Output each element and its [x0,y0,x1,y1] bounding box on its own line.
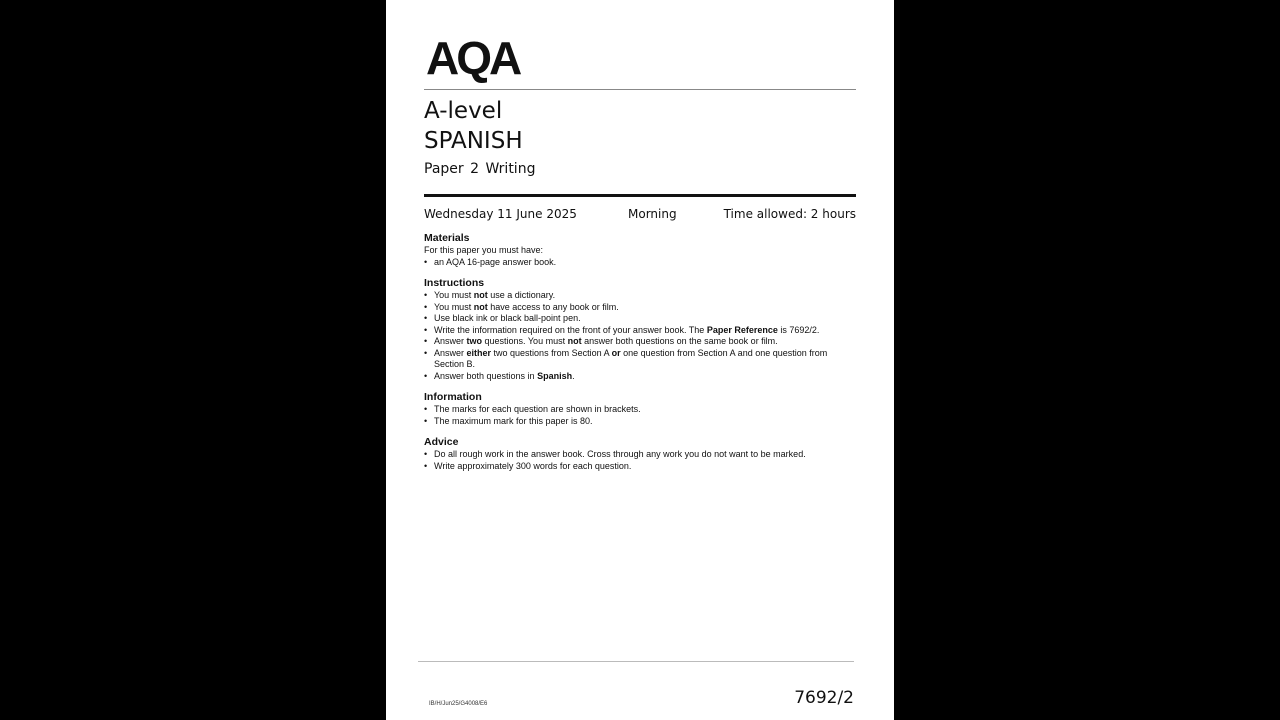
text-run: You must [434,301,474,312]
list-item [424,302,856,314]
bullet-icon: • [424,301,428,312]
text-run: Answer both questions in [434,370,538,381]
materials-heading: Materials [424,232,470,244]
text-run: two questions from Section A [491,347,612,358]
text-run: Do all rough work in the answer book. Cross through any work you do not want to be marked. [434,449,806,459]
materials-section [424,232,856,268]
list-item [424,257,856,269]
text-run: answer both questions on the same book or film. [581,336,778,346]
bullet-icon: • [424,336,428,346]
information-list [424,404,856,427]
paper-reference: 7692/2 [794,688,854,708]
text-run: questions. You must [482,336,568,346]
bullet-icon: • [424,324,428,335]
emphasis-text: not [473,301,488,312]
text-run: use a dictionary. [487,290,556,300]
text-run: The maximum mark for this paper is 80. [434,415,593,426]
instructions-list [424,290,856,382]
footer-code: IB/H/Jun25/G4008/E6 [429,701,488,707]
advice-section [424,436,856,472]
advice-list [424,449,856,472]
text-run: The marks for each question are shown in brackets. [434,404,641,414]
emphasis-text: Spanish [537,370,573,381]
list-item [424,336,856,348]
information-heading: Information [424,391,482,403]
bullet-icon: • [424,290,428,300]
emphasis-text: either [466,347,492,358]
bullet-icon: • [424,256,428,267]
header-divider [424,89,856,90]
paper-title: Paper 2 Writing [424,161,536,177]
materials-list [424,257,856,269]
cover-instructions [424,232,856,481]
list-item [424,416,856,428]
aqa-logo: AQA [426,32,520,84]
bullet-icon: • [424,415,428,426]
instructions-section [424,277,856,382]
subject-title: SPANISH [424,128,523,154]
emphasis-text: not [567,336,582,346]
text-run: Write approximately 300 words for each question. [434,460,632,471]
list-item [424,371,856,383]
emphasis-text: or [611,347,621,358]
information-section [424,391,856,427]
footer-divider [418,661,854,662]
text-run: an AQA 16-page answer book. [434,256,557,267]
list-item [424,325,856,337]
list-item [424,313,856,325]
title-divider [424,194,856,197]
bullet-icon: • [424,313,428,323]
list-item [424,449,856,461]
text-run: Use black ink or black ball-point pen. [434,313,581,323]
emphasis-text: two [466,336,483,346]
text-run: is 7692/2. [777,324,820,335]
list-item [424,461,856,473]
text-run: Answer [434,347,467,358]
advice-heading: Advice [424,436,459,448]
text-run: . [572,370,575,381]
text-run: You must [434,290,474,300]
exam-session: Morning [628,207,677,221]
text-run: have access to any book or film. [487,301,619,312]
exam-date: Wednesday 11 June 2025 [424,207,577,221]
qualification-level: A-level [424,98,503,124]
list-item [424,404,856,416]
time-allowed: Time allowed: 2 hours [723,207,856,221]
exam-info-row [424,207,856,223]
bullet-icon: • [424,404,428,414]
bullet-icon: • [424,347,428,358]
text-run: one question from Section A and one question from Section B. [434,347,828,369]
exam-cover-page [386,0,894,720]
list-item [424,348,856,371]
bullet-icon: • [424,460,428,471]
materials-lead: For this paper you must have: [424,245,544,255]
text-run: Write the information required on the front of your answer book. The [434,324,707,335]
text-run: Answer [434,336,467,346]
instructions-heading: Instructions [424,277,485,289]
bullet-icon: • [424,449,428,459]
bullet-icon: • [424,370,428,381]
emphasis-text: Paper Reference [706,324,778,335]
list-item [424,290,856,302]
emphasis-text: not [473,290,488,300]
